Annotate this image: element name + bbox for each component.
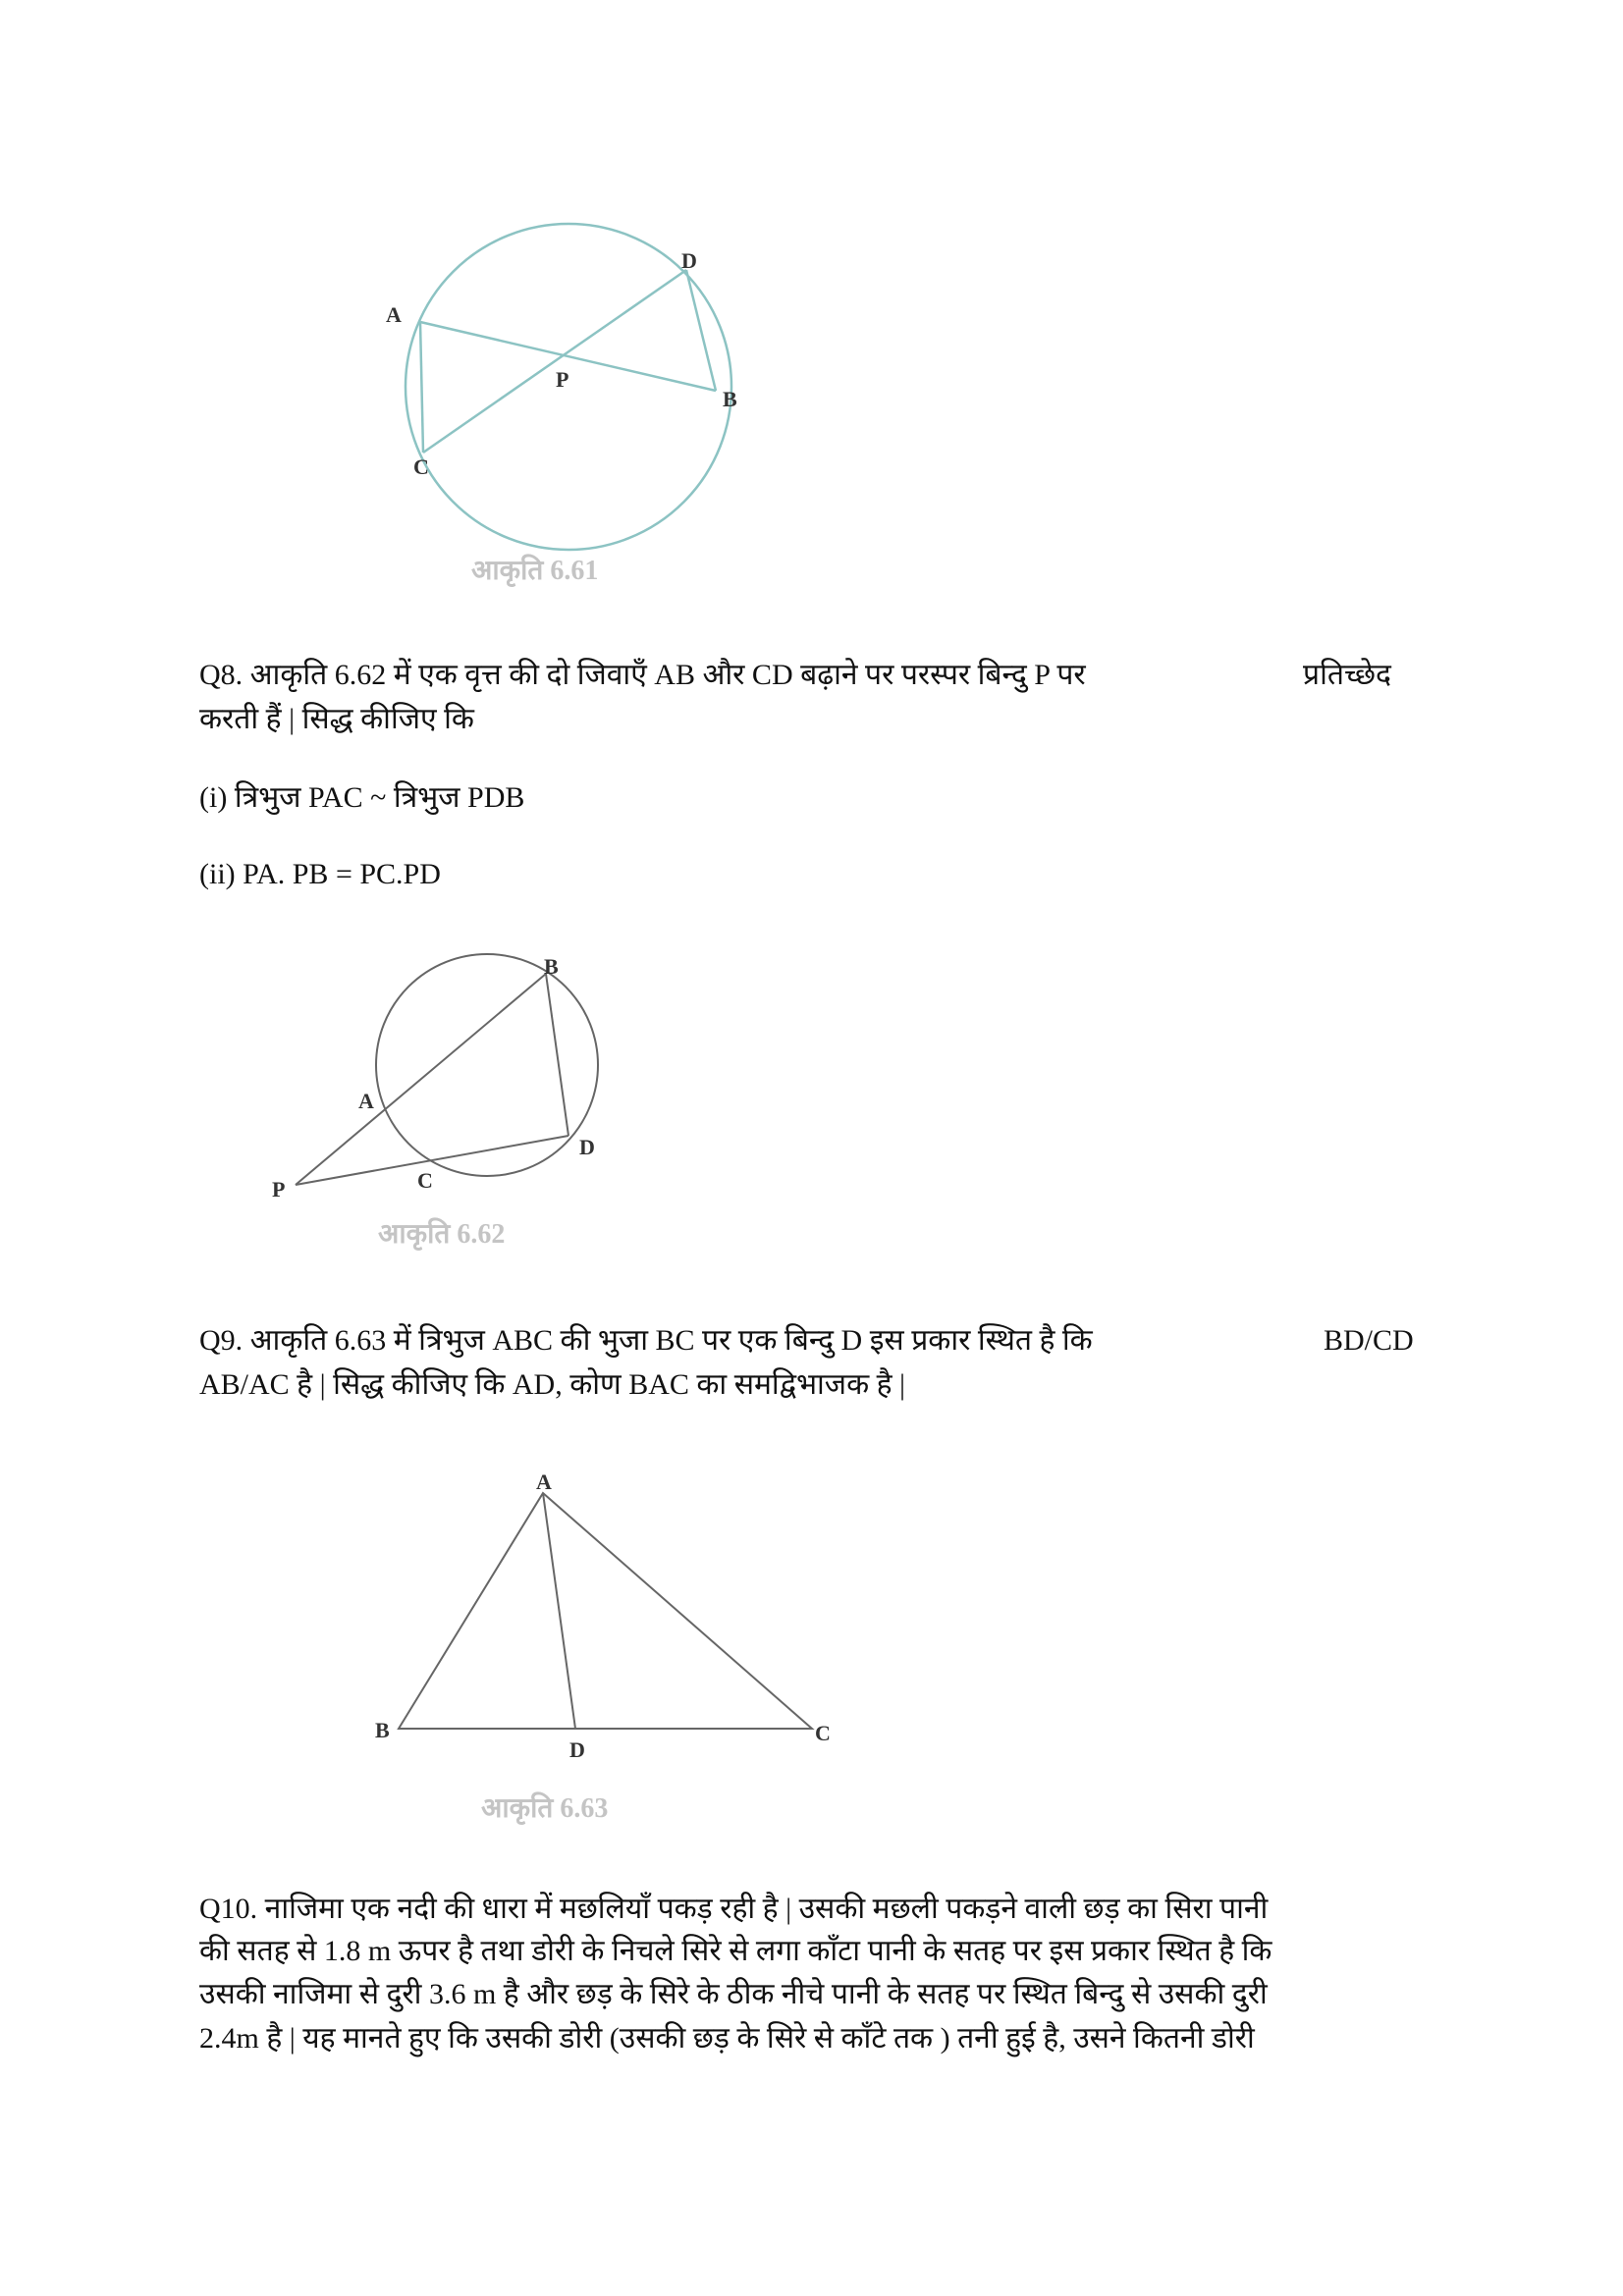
label-d: D [569, 1737, 585, 1762]
label-d: D [681, 248, 697, 273]
q9-line2: AB/AC है | सिद्ध कीजिए कि AD, कोण BAC का समद्विभाजक है | [199, 1368, 906, 1401]
label-p: P [272, 1177, 286, 1201]
line-bd [546, 974, 568, 1136]
chord-cd [423, 270, 686, 453]
q8-line1: Q8. आकृति 6.62 में एक वृत्त की दो जिवाएँ AB और CD बढ़ाने पर परस्पर बिन्दु P पर [199, 659, 1086, 691]
label-b: B [544, 954, 559, 979]
q10-line: 2.4m है | यह मानते हुए कि उसकी डोरी (उसकी छड़ के सिरे से काँटे तक ) तनी हुई है, उसने कितनी डोरी [199, 2022, 1255, 2055]
label-c: C [413, 454, 429, 479]
label-p: P [556, 367, 569, 392]
figure-6-63 [399, 1493, 812, 1729]
q8-part-ii: (ii) PA. PB = PC.PD [199, 858, 441, 890]
q10-line: Q10. नाजिमा एक नदी की धारा में मछलियाँ पकड़ रही है | उसकी मछली पकड़ने वाली छड़ का सिरा पानी [199, 1893, 1269, 1925]
q9-line1: Q9. आकृति 6.63 में त्रिभुज ABC की भुजा BC पर एक बिन्दु D इस प्रकार स्थित है कि [199, 1324, 1093, 1357]
line-ad [543, 1493, 575, 1729]
label-b: B [375, 1718, 390, 1742]
segment-ac [420, 322, 423, 453]
q10-line: की सतह से 1.8 m ऊपर है तथा डोरी के निचले सिरे से लगा काँटा पानी के सतह पर इस प्रकार स्थित है कि [199, 1935, 1272, 1967]
label-d: D [579, 1135, 595, 1159]
figure-caption: आकृति 6.61 [471, 556, 599, 586]
label-a: A [358, 1089, 374, 1113]
figure-caption: आकृति 6.62 [378, 1219, 506, 1250]
figure-caption: आकृति 6.63 [481, 1793, 609, 1824]
label-a: A [536, 1469, 552, 1494]
q8-line2: करती हैं | सिद्ध कीजिए कि [199, 703, 474, 735]
q8-part-i: (i) त्रिभुज PAC ~ त्रिभुज PDB [199, 781, 525, 814]
label-a: A [386, 302, 402, 327]
label-c: C [815, 1721, 831, 1745]
label-b: B [723, 387, 737, 411]
triangle-abc [399, 1493, 812, 1729]
q8-line1-end: प्रतिच्छेद [1303, 659, 1391, 691]
q10-line: उसकी नाजिमा से दुरी 3.6 m है और छड़ के सिरे के ठीक नीचे पानी के सतह पर स्थित बिन्दु से उसकी दुरी [199, 1978, 1268, 2010]
segment-db [686, 270, 716, 391]
circle [376, 954, 598, 1176]
figure-6-62 [296, 954, 598, 1185]
label-c: C [417, 1168, 433, 1193]
q9-line1-end: BD/CD [1324, 1324, 1414, 1357]
